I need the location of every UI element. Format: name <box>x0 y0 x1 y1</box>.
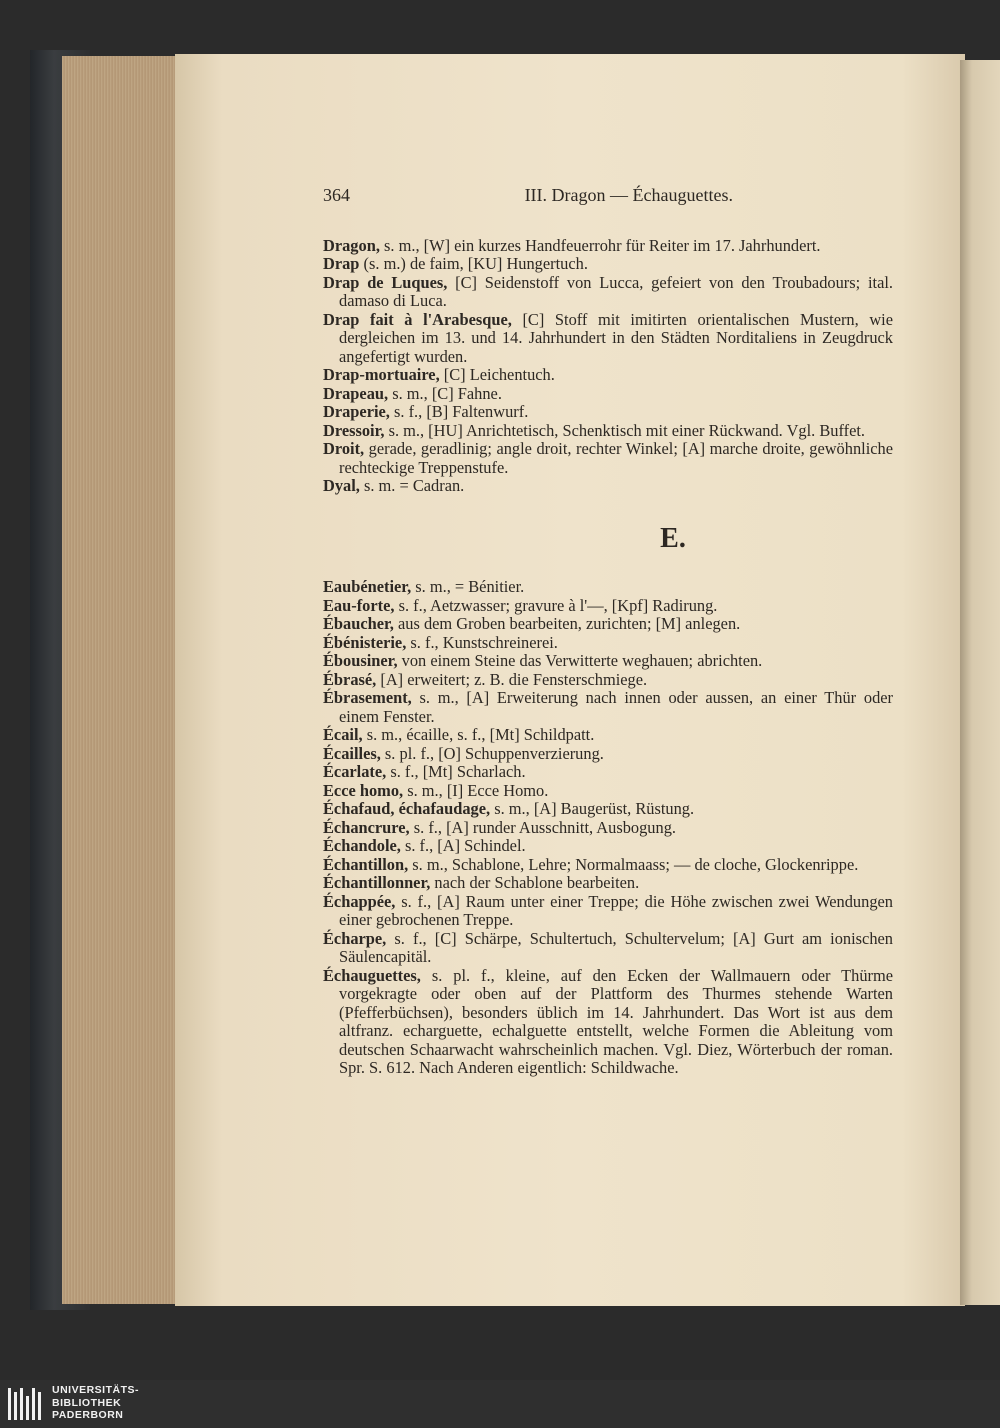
entry-headword: Échafaud, échafaudage, <box>323 799 491 818</box>
entry-headword: Eau-forte, <box>323 595 395 615</box>
library-footer <box>0 1380 1000 1428</box>
entry-headword: Droit, <box>323 439 365 458</box>
entry-definition: s. m., Schablone, Lehre; Normalmaass; — de cloche, Glockenrippe. <box>408 854 859 874</box>
dictionary-entry <box>323 578 893 597</box>
entry-definition: s. f., [A] Schindel. <box>400 836 526 855</box>
next-page-edge <box>960 60 1000 1305</box>
entry-headword: Écarlate, <box>323 762 387 781</box>
entry-definition: [C] Leichentuch. <box>439 365 555 384</box>
entry-headword: Drap de Luques, <box>323 272 448 292</box>
entry-headword: Drap fait à l'Arabesque, <box>323 309 512 329</box>
library-name <box>52 1384 139 1422</box>
entry-headword: Échandole, <box>323 836 401 855</box>
entry-definition: [C] Seidenstoff von Lucca, gefeiert von den Troubadours; ital. damaso di Luca. <box>339 272 893 310</box>
entry-definition: s. m., [W] ein kurzes Handfeuerrohr für Reiter im 17. Jahrhundert. <box>379 235 821 255</box>
library-name-line2: BIBLIOTHEK <box>52 1396 122 1409</box>
dictionary-entry <box>323 477 893 496</box>
entry-definition: von einem Steine das Verwitterte weghauen; abrichten. <box>397 651 763 670</box>
entry-definition: s. pl. f., kleine, auf den Ecken der Wallmauern oder Thürme vorgekragte oder oben auf der Plattform des Thurmes stehende Warten (Pfefferbüchsen), besonders üblich im 14. Jahrhundert. Das Wort ist aus dem altfranz. echarguette, echalguette entstellt, welche Formen die Ableitung vom deutschen Schaarwacht wahrscheinlich machen. Vgl. Diez, Wörterbuch der roman. Spr. S. 612. Nach Anderen eigentlich: Schildwache. <box>339 965 893 1077</box>
dictionary-entry <box>323 634 893 653</box>
entry-definition: s. f., [A] runder Ausschnitt, Ausbogung. <box>409 817 676 837</box>
entry-headword: Écail, <box>323 725 363 744</box>
entry-definition: s. f., [B] Faltenwurf. <box>389 402 529 421</box>
entry-definition: s. pl. f., [O] Schuppenverzierung. <box>380 743 604 763</box>
dictionary-entry <box>323 652 893 671</box>
entry-headword: Échantillon, <box>323 854 409 874</box>
entries-section-d <box>323 237 893 496</box>
entry-definition: nach der Schablone bearbeiten. <box>430 873 640 892</box>
dictionary-entry <box>323 311 893 367</box>
dictionary-entry <box>323 689 893 726</box>
dictionary-entry <box>323 967 893 1078</box>
entry-headword: Écharpe, <box>323 928 387 948</box>
library-name-line1: UNIVERSITÄTS- <box>52 1384 140 1396</box>
entry-headword: Écailles, <box>323 743 381 763</box>
entry-definition: s. m., [A] Baugerüst, Rüstung. <box>490 799 695 818</box>
entry-definition: s. f., Kunstschreinerei. <box>406 632 558 652</box>
library-logo-icon <box>6 1384 46 1424</box>
entry-definition: s. f., Aetzwasser; gravure à l'—, [Kpf] Radirung. <box>394 595 718 615</box>
page-edges <box>62 56 180 1304</box>
entries-section-e <box>323 578 893 1078</box>
entry-headword: Échappée, <box>323 891 396 911</box>
entry-headword: Ecce homo, <box>323 780 404 800</box>
dictionary-entry <box>323 893 893 930</box>
entry-definition: s. f., [C] Schärpe, Schultertuch, Schultervelum; [A] Gurt am ionischen Säulencapitäl. <box>339 928 893 966</box>
dictionary-entry <box>323 366 893 385</box>
entry-definition: s. m., [C] Fahne. <box>388 383 502 403</box>
dictionary-entry <box>323 819 893 838</box>
entry-headword: Ébrasé, <box>323 669 377 689</box>
dictionary-entry <box>323 800 893 819</box>
dictionary-entry <box>323 385 893 404</box>
running-title: III. Dragon — Échauguettes. <box>524 185 733 205</box>
entry-headword: Ébaucher, <box>323 614 394 633</box>
entry-headword: Échantillonner, <box>323 873 431 892</box>
entry-headword: Dressoir, <box>323 420 385 440</box>
dictionary-entry <box>323 837 893 856</box>
page-number: 364 <box>323 185 350 205</box>
dictionary-entry <box>323 255 893 274</box>
entry-definition: s. m., [A] Erweiterung nach innen oder aussen, an einer Thür oder einem Fenster. <box>339 688 893 726</box>
entry-definition: [C] Stoff mit imitirten orientalischen Mustern, wie dergleichen im 13. und 14. Jahrhundert in den Städten Norditaliens in Zeugdruck angefertigt wurden. <box>339 309 893 366</box>
entry-definition: s. m., [HU] Anrichtetisch, Schenktisch mit einer Rückwand. Vgl. Buffet. <box>384 420 866 440</box>
page-header <box>323 186 893 205</box>
dictionary-entry <box>323 671 893 690</box>
dictionary-entry <box>323 274 893 311</box>
entry-headword: Drap-mortuaire, <box>323 365 440 384</box>
section-letter: E. <box>660 522 686 554</box>
dictionary-entry <box>323 237 893 256</box>
entry-definition: s. m., [I] Ecce Homo. <box>403 780 549 800</box>
entry-definition: aus dem Groben bearbeiten, zurichten; [M] anlegen. <box>393 614 741 633</box>
entry-headword: Ébénisterie, <box>323 632 407 652</box>
entry-definition: s. f., [A] Raum unter einer Treppe; die Höhe zwischen zwei Wendungen einer gebrochenen Treppe. <box>339 891 893 929</box>
entry-headword: Dragon, <box>323 235 380 255</box>
entry-definition: s. m. = Cadran. <box>359 476 465 495</box>
library-name-line3: PADERBORN <box>52 1409 124 1421</box>
entry-headword: Drapeau, <box>323 383 389 403</box>
entry-definition: (s. m.) de faim, [KU] Hungertuch. <box>359 254 588 273</box>
dictionary-entry <box>323 856 893 875</box>
dictionary-entry <box>323 874 893 893</box>
dictionary-entry <box>323 440 893 477</box>
entry-headword: Échancrure, <box>323 817 410 837</box>
entry-headword: Eaubénetier, <box>323 577 412 596</box>
dictionary-entry <box>323 726 893 745</box>
entry-definition: s. f., [Mt] Scharlach. <box>386 762 526 781</box>
dictionary-entry <box>323 745 893 764</box>
entry-definition: s. m., écaille, s. f., [Mt] Schildpatt. <box>362 725 595 744</box>
dictionary-entry <box>323 615 893 634</box>
entry-headword: Dyal, <box>323 476 360 495</box>
dictionary-entry <box>323 763 893 782</box>
entry-headword: Drap <box>323 254 360 273</box>
dictionary-entry <box>323 782 893 801</box>
entry-definition: gerade, geradlinig; angle droit, rechter Winkel; [A] marche droite, gewöhnliche rechteckige Treppenstufe. <box>339 439 893 477</box>
dictionary-entry <box>323 403 893 422</box>
entry-definition: s. m., = Bénitier. <box>411 577 525 596</box>
entry-headword: Ébrasement, <box>323 688 412 707</box>
dictionary-entry <box>323 422 893 441</box>
entry-headword: Échauguettes, <box>323 965 421 985</box>
entry-definition: [A] erweitert; z. B. die Fensterschmiege. <box>376 669 648 689</box>
dictionary-entry <box>323 597 893 616</box>
page-content <box>323 186 893 1078</box>
dictionary-entry <box>323 930 893 967</box>
entry-headword: Draperie, <box>323 402 390 421</box>
entry-headword: Ébousiner, <box>323 651 398 670</box>
